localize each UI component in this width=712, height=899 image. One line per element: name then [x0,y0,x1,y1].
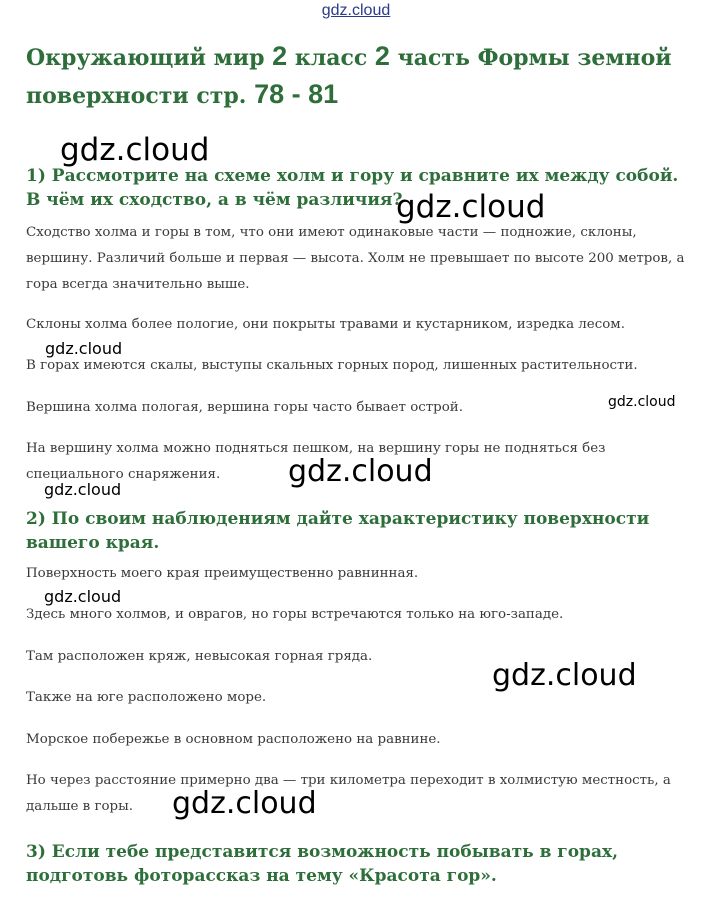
watermark: gdz.cloud [60,132,210,168]
watermark: gdz.cloud [288,454,433,489]
watermark: gdz.cloud [492,658,637,693]
answer-1-paragraph-3: В горах имеются скалы, выступы скальных горных пород, лишенных растительности. [26,358,638,373]
watermark: gdz.cloud [172,786,317,821]
watermark: gdz.cloud [44,480,122,499]
page-title [26,38,696,114]
answer-2-paragraph-1: Поверхность моего края преимущественно равнинная. [26,566,419,581]
answer-1-paragraph-4: Вершина холма пологая, вершина горы часто бывает острой. [26,400,463,415]
title-part-number: 2 [374,41,390,71]
title-part-2: класс [287,45,375,71]
answer-2-paragraph-3: Там расположен кряж, невысокая горная гряда. [26,649,373,664]
answer-2-paragraph-5: Морское побережье в основном расположено на равнине. [26,732,441,747]
title-part-1: Окружающий мир [26,45,273,71]
watermark: gdz.cloud [396,189,546,225]
answer-1-paragraph-2: Склоны холма более пологие, они покрыты травами и кустарником, изредка лесом. [26,317,625,332]
title-part-3: часть Формы земной поверхности стр. [26,45,672,109]
answer-1-paragraph-1: Сходство холма и горы в том, что они имеют одинаковые части — подножие, склоны, вершину. Различий больше и первая — высота. Холм не превышает по высоте 200 метров, а гора всегда значительно выше. [26,225,685,292]
question-2-heading: 2) По своим наблюдениям дайте характеристику поверхности вашего края. [26,509,650,553]
watermark: gdz.cloud [45,339,123,358]
watermark: gdz.cloud [44,587,122,606]
watermark: gdz.cloud [608,394,676,410]
question-3-heading: 3) Если тебе представится возможность побывать в горах, подготовь фоторассказ на тему «Красота гор». [26,842,619,886]
title-grade-number: 2 [272,41,288,71]
answer-1-paragraph-5: На вершину холма можно подняться пешком, на вершину горы не подняться без специального снаряжения. [26,441,606,482]
title-pages: 78 - 81 [254,79,339,109]
answer-2-paragraph-2: Здесь много холмов, и оврагов, но горы встречаются только на юго-западе. [26,607,564,622]
answer-2-paragraph-4: Также на юге расположено море. [26,690,267,705]
answer-2-paragraph-6: Но через расстояние примерно два — три километра переходит в холмистую местность, а дальше в горы. [26,773,671,814]
question-1-heading: 1) Рассмотрите на схеме холм и гору и сравните их между собой. В чём их сходство, а в чём различия? [26,166,679,210]
site-header-link[interactable]: gdz.cloud [321,2,391,19]
